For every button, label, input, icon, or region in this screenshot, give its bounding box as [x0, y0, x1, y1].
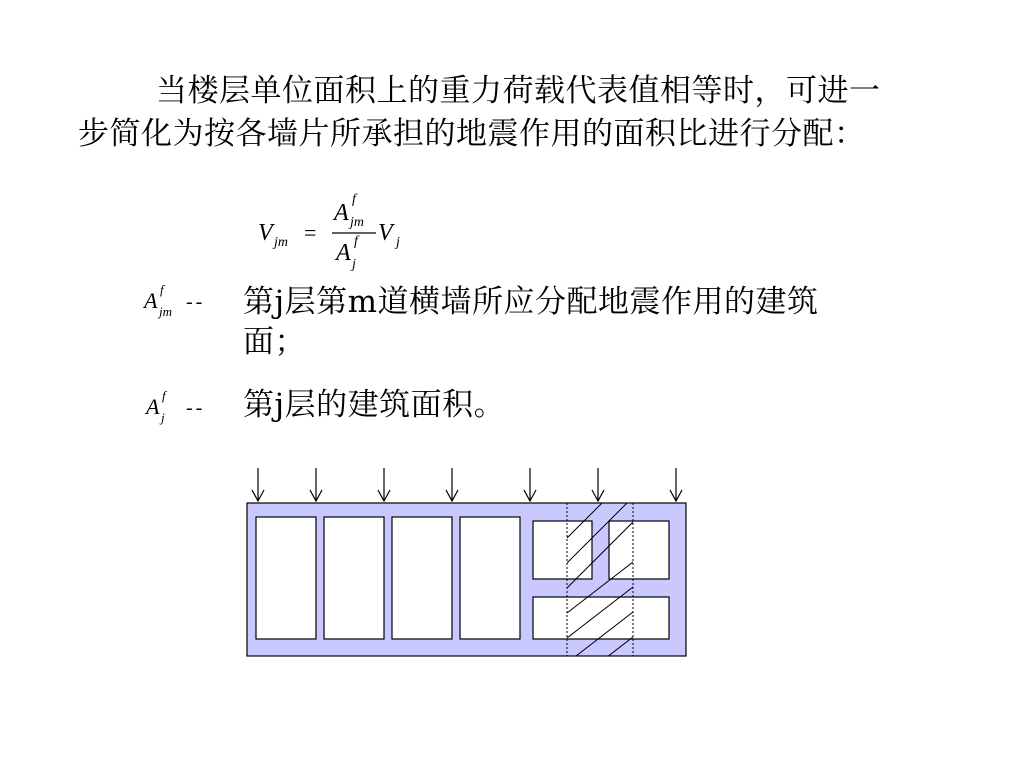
formula-numerator-sub: jm	[350, 215, 364, 230]
load-arrow	[252, 468, 264, 501]
formula-lhs-sub: jm	[274, 235, 288, 250]
def2-dash: --	[186, 397, 206, 419]
def2-symbol-main: A	[146, 394, 160, 419]
def1-symbol-main: A	[144, 288, 158, 313]
formula-denominator-sub: j	[352, 257, 356, 272]
def1-symbol-sub: jm	[159, 304, 172, 319]
intro-paragraph	[78, 70, 898, 156]
formula-numerator-main: A	[334, 200, 349, 226]
room	[533, 521, 592, 579]
definition-symbol-2	[140, 388, 232, 438]
formula-equals: =	[304, 220, 317, 245]
definition-text-2: 第j层的建筑面积。	[243, 387, 506, 423]
room	[256, 517, 316, 639]
def2-symbol-sup: f	[162, 388, 166, 403]
distribution-formula	[252, 190, 422, 280]
load-arrow	[670, 468, 682, 501]
definition-text-1: 第j层第m道横墙所应分配地震作用的建筑面；	[243, 284, 819, 360]
formula-rhs-main: V	[378, 220, 393, 246]
formula-numerator-sup: f	[352, 192, 356, 207]
def1-dash: --	[186, 291, 206, 313]
room	[392, 517, 452, 639]
definition-symbol-1	[140, 282, 232, 332]
formula-lhs-main: V	[258, 220, 273, 246]
formula-denominator-main: A	[336, 240, 351, 266]
formula-rhs-sub: j	[396, 235, 400, 250]
load-arrow	[524, 468, 536, 501]
load-arrow	[310, 468, 322, 501]
def1-symbol-sup: f	[160, 282, 164, 297]
room	[324, 517, 384, 639]
intro-paragraph-text: 当楼层单位面积上的重力荷载代表值相等时，可进一步简化为按各墙片所承担的地震作用的面积比进行分配：	[78, 73, 881, 152]
load-arrows	[252, 468, 682, 501]
room	[533, 597, 669, 639]
def2-symbol-sub: j	[161, 410, 165, 425]
room	[460, 517, 520, 639]
formula-denominator-sup: f	[354, 234, 358, 249]
load-arrow	[378, 468, 390, 501]
load-arrow	[592, 468, 604, 501]
room	[609, 521, 669, 579]
load-arrow	[446, 468, 458, 501]
floor-plan-diagram	[236, 460, 696, 670]
